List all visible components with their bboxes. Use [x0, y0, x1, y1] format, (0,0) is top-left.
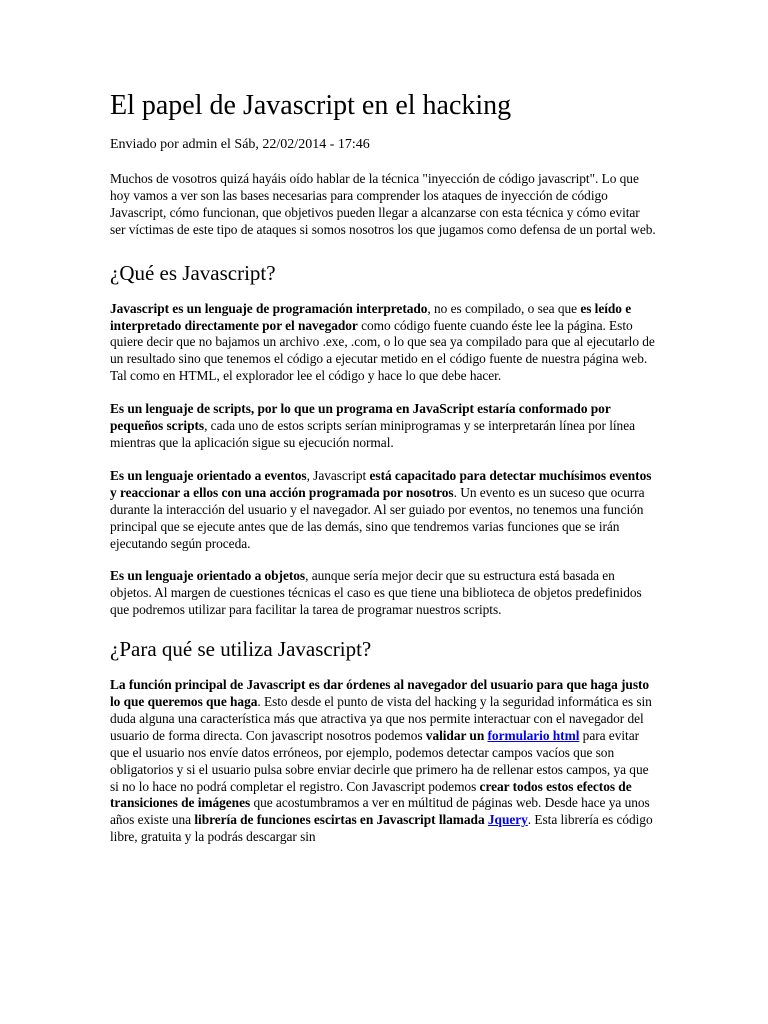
bold-text: La función principal de Javascript es dar órdenes al navegador del usuario para que haga justo lo que queremos que haga [110, 677, 650, 710]
section-heading-uses: ¿Para qué se utiliza Javascript? [110, 637, 372, 662]
section-heading-what-is: ¿Qué es Javascript? [110, 260, 276, 285]
paragraph-interpreted [110, 301, 658, 386]
paragraph-text: , Javascript [306, 467, 370, 483]
bold-text: crear todos estos efectos de transiciones de imágenes [110, 778, 632, 811]
post-meta: Enviado por admin el Sáb, 22/02/2014 - 17:46 [110, 137, 370, 152]
paragraph-text: que acostumbramos a ver en múltitud de páginas web. Desde hace ya unos años existe una [110, 795, 650, 828]
paragraph-main-function [110, 677, 658, 846]
paragraph-text: . Un evento es un suceso que ocurra durante la interacción del usuario y el navegador. Al ser guiado por eventos, no tenemos una función principal que se ejecute antes que de las demás, sino que tendremos varias funciones que se irán ejecutando según proceda. [110, 484, 645, 551]
bold-text: Javascript es un lenguaje de programación interpretado [110, 300, 428, 316]
formulario-html-link[interactable]: formulario html [487, 727, 580, 743]
paragraph-text: . Esta librería es código libre, gratuita y la podrás descargar sin [110, 812, 653, 845]
paragraph-text: , cada uno de estos scripts serían miniprogramas y se interpretarán línea por línea mientras que la aplicación sigue su ejecución normal. [110, 418, 635, 450]
bold-text: es leído e interpretado directamente por el navegador [110, 300, 632, 333]
bold-text: validar un [425, 727, 488, 743]
paragraph-text: . Esto desde el punto de vista del hacking y la seguridad informática es sin duda alguna una característica más que atractiva ya que nos permite interactuar con el navegador del usuario de forma directa. Con javascript nosotros podemos [110, 694, 652, 743]
intro-paragraph: Muchos de vosotros quizá hayáis oído hablar de la técnica "inyección de código javascript". Lo que hoy vamos a ver son las bases necesarias para comprender los ataques de inyección de código Javascript, cómo funcionan, que objetivos pueden llegar a alcanzarse con esta técnica y cómo evitar ser víctimas de este tipo de ataques si somos nosotros los que jugamos como defensa de un portal web. [110, 171, 656, 237]
paragraph-text: , no es compilado, o sea que [427, 300, 581, 316]
article-title: El papel de Javascript en el hacking [110, 90, 512, 121]
paragraph-objects [110, 568, 658, 619]
paragraph-text: como código fuente cuando éste lee la página. Esto quiere decir que no bajamos un archivo .exe, .com, o lo que sea ya compilado para que al ejecutarlo de un resultado sino que tenemos el código a ejecutar metido en el código fuente de nuestra página web. Tal como en HTML, el explorador lee el código y hace lo que debe hacer. [110, 317, 655, 384]
bold-text: Es un lenguaje orientado a objetos [110, 568, 306, 584]
paragraph-text: , aunque sería mejor decir que su estructura está basada en objetos. Al margen de cuestiones técnicas el caso es que tiene una biblioteca de objetos predefinidos que podremos utilizar para facilitar la tarea de programar nuestros scripts. [110, 568, 642, 618]
jquery-link[interactable]: Jquery [487, 812, 528, 828]
paragraph-text: para evitar que el usuario nos envíe datos erróneos, por ejemplo, podemos detectar campos vacíos que son obligatorios y si el usuario pulsa sobre enviar decirle que primero ha de rellenar estos campos, ya que si no lo hace no podrá completar el registro. Con Javascript podemos [110, 727, 649, 794]
bold-text: Es un lenguaje orientado a eventos [110, 467, 307, 483]
paragraph-scripts [110, 401, 658, 452]
bold-text: está capacitado para detectar muchísimos eventos y reaccionar a ellos con una acción programada por nosotros [110, 467, 652, 500]
bold-text: librería de funciones escirtas en Javascript llamada [194, 812, 488, 828]
bold-text: Es un lenguaje de scripts, por lo que un programa en JavaScript estaría conformado por pequeños scripts [110, 401, 611, 434]
paragraph-events [110, 468, 658, 553]
